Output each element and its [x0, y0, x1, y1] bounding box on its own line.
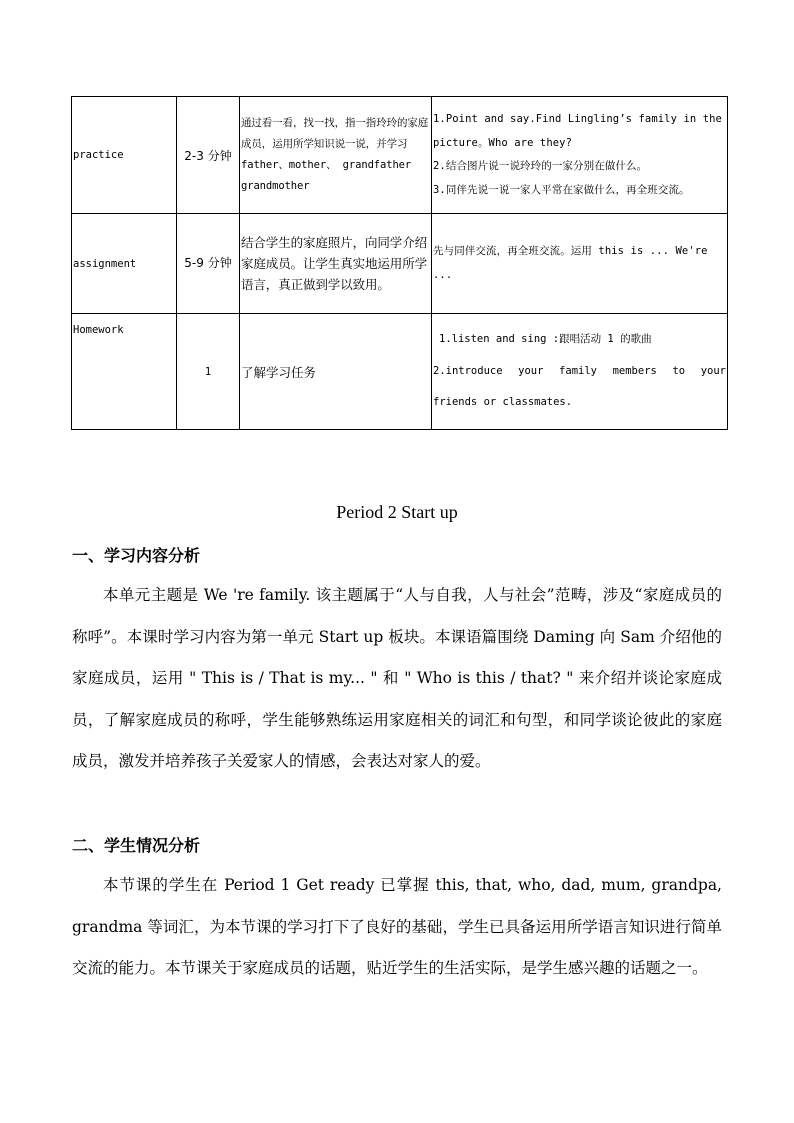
- activity-cell: [432, 214, 728, 314]
- time-cell: 1: [177, 314, 240, 430]
- activity-line: 先与同伴交流，再全班交流。运用 this is ... We're ...: [433, 245, 708, 281]
- activity-cell: [432, 314, 728, 430]
- stage-cell: assignment: [72, 214, 177, 314]
- lesson-plan-table: [71, 96, 728, 430]
- table-row: [72, 214, 728, 314]
- section-paragraph: 本单元主题是 We 're family. 该主题属于“人与自我，人与社会”范畴，涉及“家庭成员的称呼”。本课时学习内容为第一单元 Start up 板块。本课语篇围绕 Daming 向 Sam 介绍他的家庭成员，运用 " This is / That is my... " 和 " Who is this / that? " 来介绍并谈论家庭成员，了解家庭成员的称呼，学生能够熟练运用家庭相关的词汇和句型，和同学谈论彼此的家庭成员，激发并培养孩子关爱家人的情感，会表达对家人的爱。: [72, 586, 722, 770]
- time-cell: 2-3 分钟: [177, 97, 240, 214]
- design-cell: 结合学生的家庭照片，向同学介绍家庭成员。让学生真实地运用所学语言，真正做到学以致用。: [240, 214, 432, 314]
- section-paragraph: 本节课的学生在 Period 1 Get ready 已掌握 this, that, who, dad, mum, grandpa, grandma 等词汇，为本节课的学习打下了良好的基础，学生已具备运用所学语言知识进行简单交流的能力。本节课关于家庭成员的话题，贴近学生的生活实际，是学生感兴趣的话题之一。: [72, 876, 722, 977]
- table-row: [72, 97, 728, 214]
- activity-line: 2.introduce your family members to your friends or classmates.: [433, 364, 726, 409]
- stage-cell: practice: [72, 97, 177, 214]
- activity-line: 3.同伴先说一说一家人平常在家做什么，再全班交流。: [433, 183, 690, 196]
- activity-line: 2.结合图片说一说玲玲的一家分别在做什么。: [433, 160, 648, 172]
- time-cell: 5-9 分钟: [177, 214, 240, 314]
- activity-cell: [432, 97, 728, 214]
- section-title: Period 2 Start up: [336, 502, 458, 522]
- section-heading: 一、学习内容分析: [72, 546, 201, 565]
- design-cell: 通过看一看，找一找，指一指玲玲的家庭成员，运用所学知识说一说，并学习 father、mother、 grandfather grandmother: [240, 97, 432, 214]
- table-row: [72, 314, 728, 430]
- design-cell: 了解学习任务: [240, 314, 432, 430]
- section-heading: 二、学生情况分析: [72, 836, 201, 855]
- stage-cell: Homework: [72, 314, 177, 430]
- activity-line: 1.Point and say.Find Lingling’s family in the picture。Who are they?: [433, 113, 722, 149]
- activity-line: 1.listen and sing :跟唱活动 1 的歌曲: [439, 333, 652, 346]
